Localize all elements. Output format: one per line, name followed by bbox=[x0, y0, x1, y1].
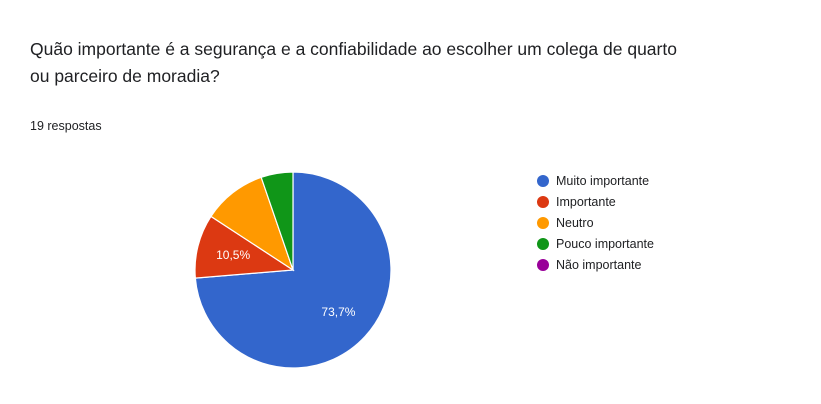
question-title-line-2: ou parceiro de moradia? bbox=[30, 66, 220, 86]
legend-label: Pouco importante bbox=[556, 236, 654, 251]
legend-label: Neutro bbox=[556, 215, 594, 230]
legend-label: Importante bbox=[556, 194, 616, 209]
legend-dot-icon bbox=[537, 259, 549, 271]
response-count: 19 respostas bbox=[30, 119, 102, 133]
legend-item-muito-importante[interactable] bbox=[537, 170, 654, 191]
legend-dot-icon bbox=[537, 196, 549, 208]
slice-label-importante: 10,5% bbox=[216, 247, 251, 262]
question-title-line-1: Quão importante é a segurança e a confiabilidade ao escolher um colega de quarto bbox=[30, 39, 677, 59]
legend-item-importante[interactable] bbox=[537, 191, 654, 212]
legend-item-nao-importante[interactable] bbox=[537, 254, 654, 275]
legend-dot-icon bbox=[537, 175, 549, 187]
legend-item-pouco-importante[interactable] bbox=[537, 233, 654, 254]
legend-item-neutro[interactable] bbox=[537, 212, 654, 233]
legend-dot-icon bbox=[537, 238, 549, 250]
legend-label: Não importante bbox=[556, 257, 642, 272]
chart-legend bbox=[537, 170, 654, 275]
legend-label: Muito importante bbox=[556, 173, 650, 188]
legend-dot-icon bbox=[537, 217, 549, 229]
slice-label-muito-importante: 73,7% bbox=[321, 304, 356, 319]
